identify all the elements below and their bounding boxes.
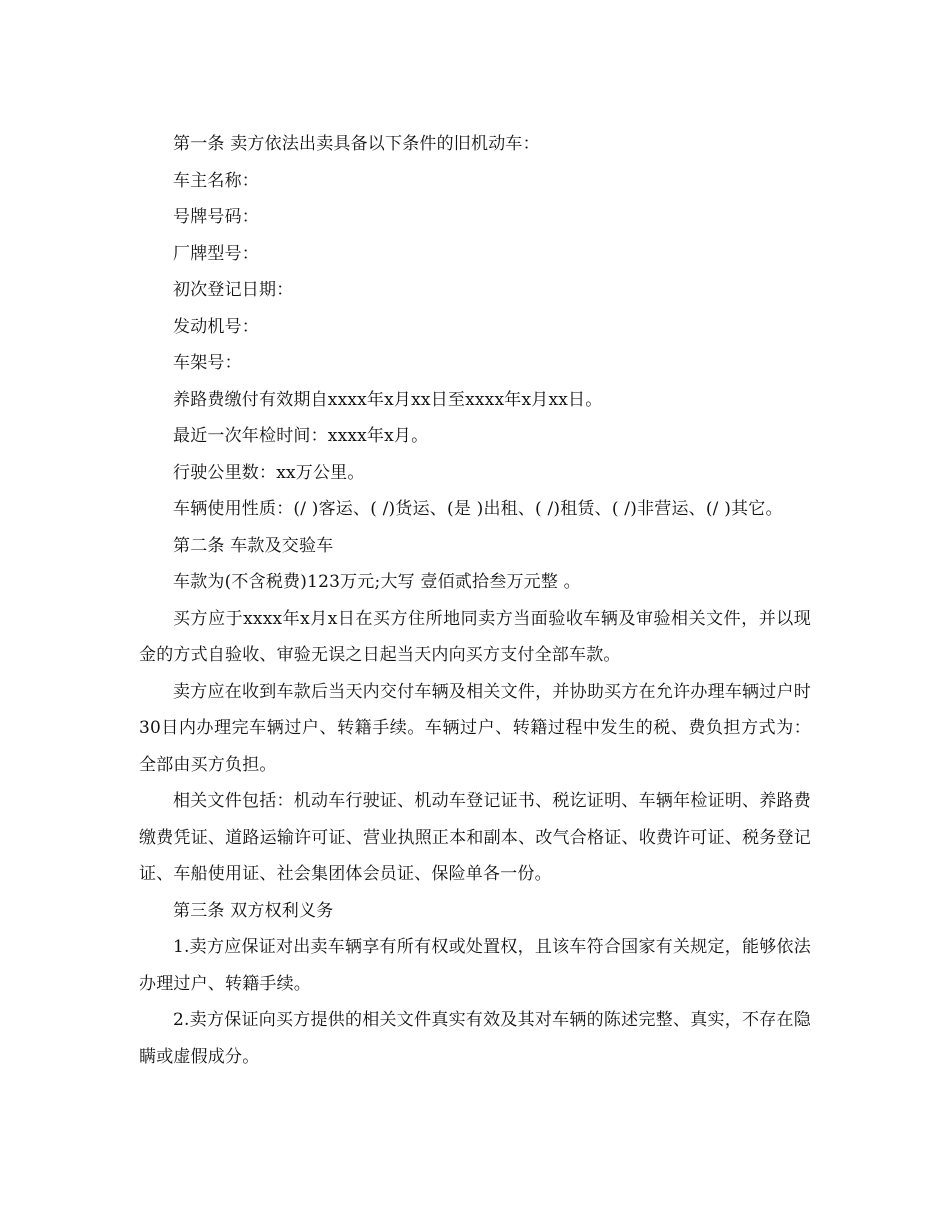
delivery-transfer-paragraph: 卖方应在收到车款后当天内交付车辆及相关文件，并协助买方在允许办理车辆过户时30日内办理完车辆过户、转籍手续。车辆过户、转籍过程中发生的税、费负担方式为： 全部由买方负担。 — [139, 681, 811, 775]
price-paragraph: 车款为(不含税费)123万元;大写 壹佰贰拾叁万元整 。 — [173, 572, 581, 592]
seller-obligation-2: 2.卖方保证向买方提供的相关文件真实有效及其对车辆的陈述完整、真实，不存在隐瞒或虚假成分。 — [139, 1010, 811, 1067]
article-1-heading: 第一条 卖方依法出卖具备以下条件的旧机动车： — [173, 134, 540, 154]
article-2-heading: 第二条 车款及交验车 — [173, 535, 334, 556]
seller-obligation-1: 1.卖方应保证对出卖车辆享有所有权或处置权，且该车符合国家有关规定，能够依法办理过户、转籍手续。 — [139, 937, 811, 994]
road-fee-validity: 养路费缴付有效期自xxxx年x月xx日至xxxx年x月xx日。 — [173, 389, 603, 410]
owner-name-field: 车主名称： — [173, 170, 259, 191]
article-3-heading: 第三条 双方权利义务 — [173, 900, 334, 921]
related-documents-paragraph: 相关文件包括：机动车行驶证、机动车登记证书、税讫证明、车辆年检证明、养路费缴费凭证、道路运输许可证、营业执照正本和副本、改气合格证、收费许可证、税务登记证、车船使用证、社会集团体会员证、保险单各一份。 — [139, 791, 811, 884]
engine-number-field: 发动机号： — [173, 316, 259, 337]
document-body — [139, 126, 811, 1075]
brand-model-field: 厂牌型号： — [173, 243, 259, 264]
inspection-payment-paragraph: 买方应于xxxx年x月x日在买方住所地同卖方当面验收车辆及审验相关文件，并以现金的方式自验收、审验无误之日起当天内向买方支付全部车款。 — [139, 608, 811, 665]
mileage: 行驶公里数：xx万公里。 — [173, 462, 365, 483]
last-inspection-time: 最近一次年检时间：xxxx年x月。 — [173, 426, 429, 446]
vehicle-usage-type: 车辆使用性质：(/ )客运、( /)货运、(是 )出租、( /)租赁、( /)非营运、(/ )其它。 — [173, 499, 783, 519]
first-registration-date-field: 初次登记日期： — [173, 280, 294, 300]
frame-number-field: 车架号： — [173, 353, 242, 373]
plate-number-field: 号牌号码： — [173, 207, 259, 227]
